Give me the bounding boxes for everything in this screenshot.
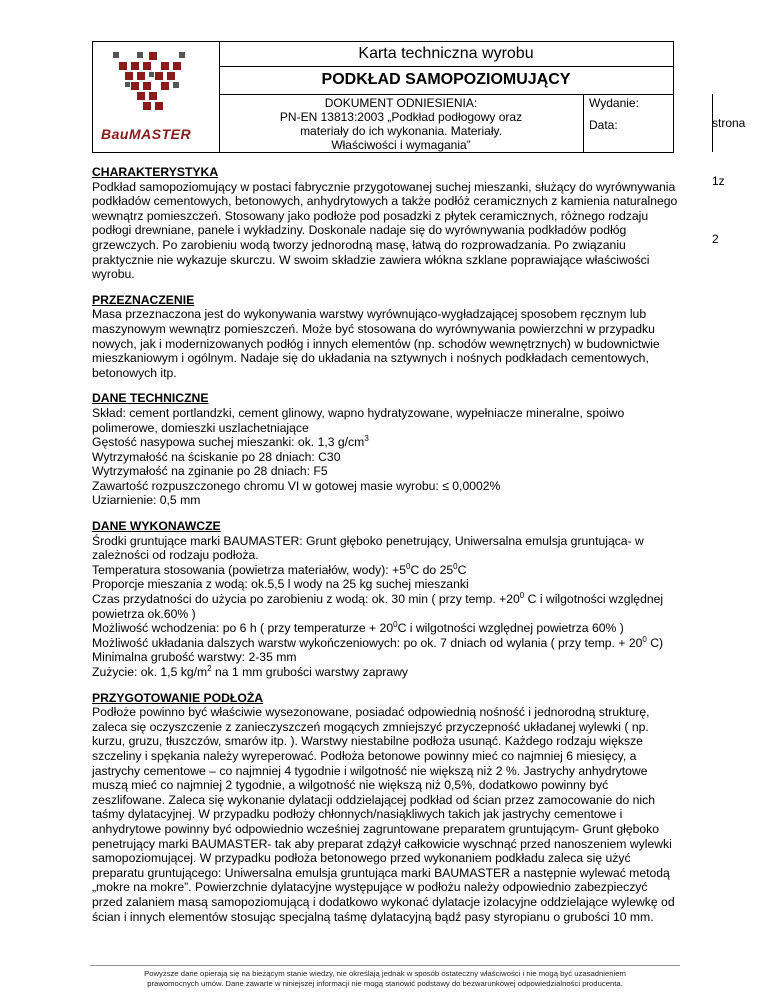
section-dane-techniczne bbox=[92, 391, 682, 508]
section-przeznaczenie bbox=[92, 293, 682, 381]
paragraph-line: szczeliny i spękania należy wyreperować. Podłoża betonowe powinny mieć co najmniej 6 miesięcy, a bbox=[92, 748, 637, 763]
section-title: CHARAKTERYSTYKA bbox=[92, 165, 219, 179]
paragraph-line: maszynowym wewnątrz pomieszczeń. Może być stosowana do wyrównywania powierzchni w przypadku bbox=[92, 321, 655, 336]
date-label: Data: bbox=[589, 118, 618, 132]
text-run: C bbox=[457, 562, 467, 577]
paragraph-line: powietrza ok.60% ) bbox=[92, 606, 196, 621]
section-title: DANE TECHNICZNE bbox=[92, 391, 209, 406]
text-run: Możliwość wchodzenia: po 6 h ( przy temperaturze + 20 bbox=[92, 621, 394, 636]
paragraph-line bbox=[92, 636, 682, 651]
footer-line-2: prawomocnych umów. Dane zawarte w niniejszej informacji nie mogą stanowić podstawy do bezwarunkowej odpowiedzialności producenta. bbox=[147, 979, 623, 988]
section-title: PRZEZNACZENIE bbox=[92, 292, 195, 307]
paragraph-line: grzewczych. Po zarobieniu wodą tworzy jednorodną masę, łatwą do rozprowadzania. Po związaniu bbox=[92, 237, 626, 252]
paragraph-line: praktycznie nie wykazuje skurczu. W swoim składzie zawiera włókna szklane poprawiające właściwości bbox=[92, 252, 650, 267]
paragraph-line: preparatu gruntującego: Uniwersalna emulsja gruntująca marki BAUMASTER a następnie wylewać metodą bbox=[92, 865, 670, 880]
section-dane-wykonawcze bbox=[92, 519, 682, 680]
brand-bau: Bau bbox=[101, 126, 129, 142]
superscript: 0 bbox=[453, 561, 458, 571]
text-run: na 1 mm grubości warstwy zaprawy bbox=[211, 665, 409, 679]
density-text: Gęstość nasypowa suchej mieszanki: ok. 1,3 g/cm bbox=[92, 435, 365, 450]
superscript: 0 bbox=[642, 634, 647, 644]
paragraph-line: zeszlifowane. Zaleca się wykonanie dylatacji oddzielającej podkład od ścian przez zamocowanie do nich bbox=[92, 792, 655, 807]
paragraph-line: jastrychy cementowe – co najmniej 4 tygodnie i wilgotność nie większą niż 2 %. Jastrychy anhydrytowe bbox=[92, 763, 648, 778]
paragraph-line: wyrobu. bbox=[92, 267, 135, 282]
text-run: Zużycie: ok. 1,5 kg/m bbox=[92, 665, 208, 679]
paragraph-line: podłogi drewniane, panele i wykładziny. Doskonale nadaje się do wyrównywania podkładów podłóg bbox=[92, 223, 627, 238]
paragraph-line: betonowych itp. bbox=[92, 365, 177, 380]
paragraph-line: Podkład samopoziomujący w postaci fabrycznie przygotowanej suchej mieszanki, służący do wyrównywania bbox=[92, 179, 676, 194]
brand-logo bbox=[101, 126, 191, 142]
text-run: Możliwość układania dalszych warstw wykończeniowych: po ok. 7 dniach od wylania ( przy temp. + 20 bbox=[92, 635, 643, 650]
paragraph-line: Wytrzymałość na ściskanie po 28 dniach: C30 bbox=[92, 449, 341, 464]
text-run: C i wilgotności względnej bbox=[524, 592, 664, 607]
document-header: BauMASTER Karta techniczna wyrobu PODKŁAD SAMOPOZIOMUJĄCY DOKUMENT ODNIESIENIA: PN-EN 13813:2003 „Podkład podłogowy oraz materiały do ich wykonania. Materiały. Właściwości i wymagania” Wydanie: Data: strona 1z 2 bbox=[92, 41, 674, 153]
paragraph-line: Skład: cement portlandzki, cement glinowy, wapno hydratyzowane, wypełniacze mineralne, spoiwo bbox=[92, 405, 625, 420]
paragraph-line: Proporcje mieszania z wodą: ok.5,5 l wody na 25 kg suchej mieszanki bbox=[92, 577, 469, 592]
paragraph-line: nowych, jak i modernizowanych podłóg i innych elementów (np. schodów wewnętrznych) w budownictwie bbox=[92, 336, 660, 351]
paragraph-line: muszą mieć co najmniej 2 tygodnie, a wilgotność nie większą niż 0,5%, dodatkowo powinny być bbox=[92, 778, 609, 793]
text-run: Temperatura stosowania (powietrza materiałów, wody): +5 bbox=[92, 562, 406, 577]
section-przygotowanie-podloza bbox=[92, 691, 682, 925]
paragraph-line: Zawartość rozpuszczonego chromu VI w gotowej masie wyrobu: ≤ 0,0002% bbox=[92, 478, 501, 493]
paragraph-line: mieszkaniowym i ogólnym. Nadaje się do układania na sztywnych i nośnych podkładach cementowych, bbox=[92, 351, 649, 366]
paragraph-line bbox=[92, 665, 682, 680]
paragraph-line: zaleca się oczyszczenie z zanieczyszczeń mogących zmniejszyć przyczepność układanej wylewki ( np. bbox=[92, 719, 649, 734]
doc-line-2: materiały do ich wykonania. Materiały. bbox=[300, 124, 502, 138]
superscript: 3 bbox=[364, 434, 369, 444]
superscript: 0 bbox=[519, 590, 525, 600]
logo-cell bbox=[93, 42, 220, 152]
paragraph-line bbox=[92, 621, 682, 636]
paragraph-line bbox=[92, 435, 682, 450]
paragraph-line bbox=[92, 563, 682, 578]
paragraph-line: Uziarnienie: 0,5 mm bbox=[92, 493, 201, 508]
paragraph-line: kurzu, gruzu, tłuszczów, smarów itp. ). Warstwy niestabilne podłoża usunąć. Każdego rodzaju większe bbox=[92, 734, 643, 749]
paragraph-line: Podłoże powinno być właściwie wysezonowane, posiadać odpowiednią nośność i jednorodną strukturę, bbox=[92, 705, 650, 720]
paragraph-line: Środki gruntujące marki BAUMASTER: Grunt głęboko penetrujący, Uniwersalna emulsja gruntująca- w bbox=[92, 533, 644, 548]
paragraph-line: Wytrzymałość na zginanie po 28 dniach: F5 bbox=[92, 464, 328, 479]
superscript: 0 bbox=[405, 561, 411, 571]
paragraph-line: ścian i innych elementów stosując specjalną taśmę dylatacyjną bądź pasy styropianu o grubości 10 mm. bbox=[92, 909, 654, 924]
brand-master: MASTER bbox=[128, 126, 192, 142]
paragraph-line: polimerowe, domieszki uszlachetniające bbox=[92, 420, 309, 435]
section-title: DANE WYKONAWCZE bbox=[92, 519, 221, 534]
product-name: PODKŁAD SAMOPOZIOMUJĄCY bbox=[219, 66, 673, 95]
paragraph-line: podkładów cementowych, betonowych, anhydrytowych a także podłóż ceramicznych z kamienia naturalnego bbox=[92, 194, 678, 209]
superscript: 2 bbox=[207, 663, 212, 673]
paragraph-line: Masa przeznaczona jest do wykonywania warstwy wyrównująco-wygładzającej sposobem ręcznym lub bbox=[92, 307, 647, 322]
text-run: C) bbox=[646, 635, 664, 650]
reference-document bbox=[219, 94, 584, 152]
text-run: C do 25 bbox=[410, 562, 454, 577]
paragraph-line: „mokre na mokre”. Powierzchnie dylatacyjne występujące w podłożu należy odpowiednio zabezpieczyć bbox=[92, 880, 648, 895]
doc-label: DOKUMENT ODNIESIENIA: bbox=[324, 96, 478, 110]
paragraph-line: penetrujący marki BAUMASTER- tak aby preparat zdążył całkowicie wyschnąć przed nanoszeniem wylewki bbox=[92, 836, 672, 851]
text-run: C i wilgotności względnej powietrza 60% ) bbox=[397, 621, 624, 636]
doc-line-3: Właściwości i wymagania” bbox=[331, 138, 471, 152]
paragraph-line: zależności od rodzaju podłoża. bbox=[92, 548, 259, 563]
document-body bbox=[92, 165, 682, 935]
doc-title: Karta techniczna wyrobu bbox=[219, 42, 673, 67]
section-charakterystyka bbox=[92, 165, 682, 282]
paragraph-line: Minimalna grubość warstwy: 2-35 mm bbox=[92, 650, 297, 665]
edition-label: Wydanie: bbox=[589, 96, 639, 110]
superscript: 0 bbox=[393, 620, 398, 630]
paragraph-line: anhydrytowe powinny być odpowiednio wcześniej zagruntowane preparatem gruntującym- Grunt głęboko bbox=[92, 821, 660, 836]
paragraph-line: wewnątrz pomieszczeń. Stosowany jako podłoże pod posadzki z płytek ceramicznych, różnego rodzaju bbox=[92, 208, 649, 223]
footer-line-1: Powyższe dane opierają się na bieżącym stanie wiedzy, nie określają jednak w sposób ostateczny właściwości i nie mogą być uzasadnieniem bbox=[144, 969, 626, 978]
edition-cell bbox=[584, 94, 713, 152]
baumaster-logo-icon bbox=[113, 52, 195, 124]
paragraph-line: samopoziomującej. W przypadku podłoża betonowego przed wykonaniem podkładu zaleca się użyć bbox=[92, 851, 631, 866]
paragraph-line: przed zalaniem masą samopoziomującą i dodatkowo wykonać dylatacje izolacyjne oddzielające wylewkę od bbox=[92, 894, 675, 909]
footer-disclaimer bbox=[90, 965, 680, 989]
paragraph-line bbox=[92, 592, 682, 607]
doc-line-1: PN-EN 13813:2003 „Podkład podłogowy oraz bbox=[279, 110, 523, 124]
paragraph-line: taśmy dylatacyjnej. W przypadku podłoży chłonnych/nasiąkliwych takich jak jastrychy cementowe i bbox=[92, 807, 623, 822]
section-title: PRZYGOTOWANIE PODŁOŻA bbox=[92, 690, 264, 705]
text-run: Czas przydatności do użycia po zarobieniu z wodą: ok. 30 min ( przy temp. +20 bbox=[92, 592, 520, 607]
